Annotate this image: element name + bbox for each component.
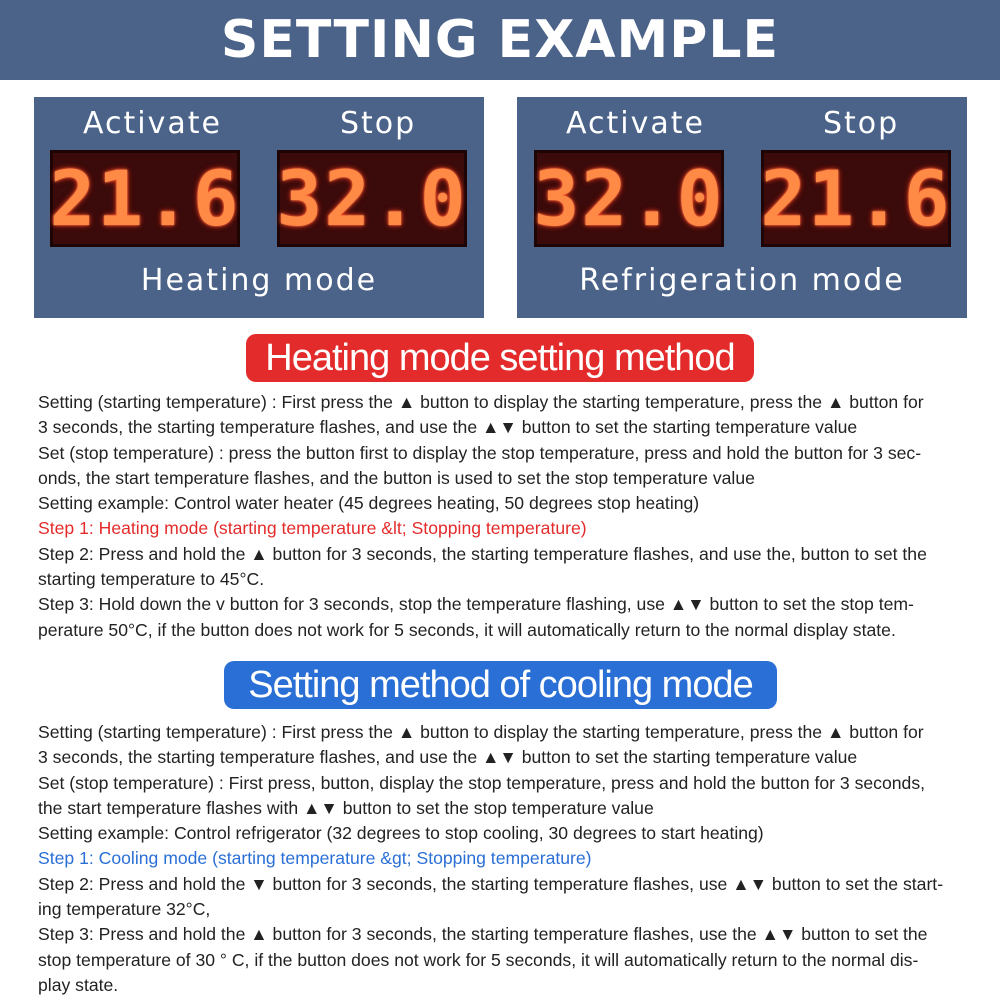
text-line: Step 2: Press and hold the ▼ button for 3 seconds, the starting temperature flashes, use ▲▼ button to set the start-	[38, 873, 944, 894]
text-line: Setting example: Control refrigerator (32 degrees to stop cooling, 30 degrees to start heating)	[38, 823, 764, 844]
text-line: Setting example: Control water heater (45 degrees heating, 50 degrees stop heating)	[38, 493, 700, 514]
stop-value: 21.6	[760, 153, 952, 243]
text-line: Set (stop temperature) : First press, button, display the stop temperature, press and hold the button for 3 seconds,	[38, 772, 925, 793]
step-1-line: Step 1: Cooling mode (starting temperature &gt; Stopping temperature)	[38, 848, 592, 869]
text-line: Set (stop temperature) : press the button first to display the stop temperature, press and hold the button for 3 sec-	[38, 442, 922, 463]
page-title: SETTING EXAMPLE	[220, 10, 780, 70]
text-line: onds, the start temperature flashes, and the button is used to set the stop temperature value	[38, 467, 755, 488]
text-line: Step 3: Press and hold the ▲ button for 3 seconds, the starting temperature flashes, use the ▲▼ button to set the	[38, 924, 928, 945]
text-line: play state.	[38, 974, 119, 995]
text-line: perature 50°C, if the button does not work for 5 seconds, it will automatically return to the normal display state.	[38, 619, 896, 640]
activate-value: 32.0	[533, 153, 725, 243]
refrigeration-mode-panel	[517, 97, 967, 318]
activate-label: Activate	[566, 106, 705, 141]
stop-display	[761, 150, 951, 247]
text-line: 3 seconds, the starting temperature flashes, and use the ▲▼ button to set the starting temperature value	[38, 417, 858, 438]
activate-display	[534, 150, 724, 247]
cooling-method-title: Setting method of cooling mode	[224, 661, 777, 709]
text-line: Step 3: Hold down the v button for 3 seconds, stop the temperature flashing, use ▲▼ button to set the stop tem-	[38, 594, 914, 615]
stop-display	[277, 150, 467, 247]
activate-label: Activate	[83, 106, 222, 141]
text-line: Setting (starting temperature) : First press the ▲ button to display the starting temperature, press the ▲ button for	[38, 722, 924, 742]
text-line: Step 2: Press and hold the ▲ button for 3 seconds, the starting temperature flashes, and use the, button to set the	[38, 543, 927, 564]
mode-label: Heating mode	[140, 263, 378, 298]
mode-label: Refrigeration mode	[579, 263, 905, 298]
text-line: starting temperature to 45°C.	[38, 569, 265, 590]
cooling-method-text	[38, 720, 968, 998]
page-header	[0, 0, 1000, 80]
activate-display	[50, 150, 240, 247]
text-line: 3 seconds, the starting temperature flashes, and use the ▲▼ button to set the starting temperature value	[38, 747, 858, 768]
stop-label: Stop	[340, 106, 417, 141]
heating-method-text	[38, 390, 968, 643]
stop-label: Stop	[823, 106, 900, 141]
stop-value: 32.0	[276, 153, 468, 243]
heating-method-title: Heating mode setting method	[246, 334, 754, 382]
text-line: Setting (starting temperature) : First press the ▲ button to display the starting temperature, press the ▲ button for	[38, 392, 924, 412]
text-line: the start temperature flashes with ▲▼ button to set the stop temperature value	[38, 797, 654, 818]
activate-value: 21.6	[49, 153, 241, 243]
text-line: stop temperature of 30 ° C, if the button does not work for 5 seconds, it will automatically return to the normal dis-	[38, 949, 919, 970]
heating-mode-panel	[34, 97, 484, 318]
text-line: ing temperature 32°C,	[38, 899, 211, 920]
step-1-line: Step 1: Heating mode (starting temperature &lt; Stopping temperature)	[38, 518, 587, 539]
